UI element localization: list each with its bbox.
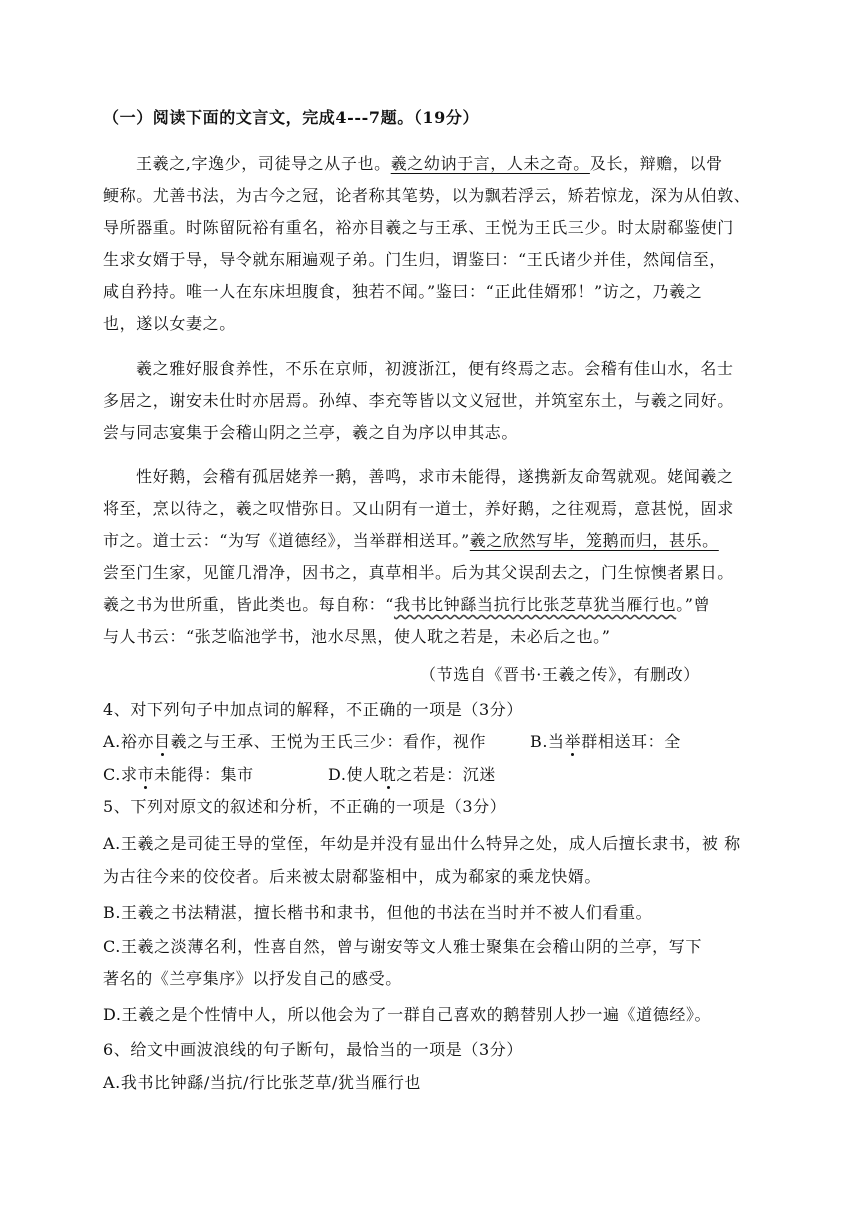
- passage-line: 也，遂以女妻之。: [103, 314, 236, 333]
- dotted-word: 市: [137, 765, 155, 784]
- question-5-stem: 5、下列对原文的叙述和分析，不正确的一项是（3分）: [103, 797, 507, 816]
- q5-option-c: C.王羲之淡薄名利，性喜自然，曾与谢安等文人雅士聚集在会稽山阴的兰亭，写下: [103, 937, 702, 956]
- passage-line: 羲之书为世所重，皆此类也。每自称：“我书比钟繇当抗行比张芝草犹当雁行也。”曾: [103, 595, 711, 614]
- passage-line: 尝与同志宴集于会稽山阴之兰亭，羲之自为序以申其志。: [103, 423, 519, 442]
- passage-line: 导所器重。时陈留阮裕有重名，裕亦目羲之与王承、王悦为王氏三少。时太尉郗鉴使门: [103, 218, 734, 237]
- passage-line: 王羲之,字逸少，司徒导之从子也。羲之幼讷于言，人未之奇。及长，辩赡，以骨: [136, 154, 723, 173]
- q5-option-a-cont: 为古往今来的佼佼者。后来被太尉郗鉴相中，成为郗家的乘龙快婿。: [103, 867, 602, 886]
- section-heading: （一）阅读下面的文言文，完成4---7题。（19分）: [103, 108, 480, 127]
- question-4-stem: 4、对下列句子中加点词的解释，不正确的一项是（3分）: [103, 700, 523, 719]
- q5-option-d: D.王羲之是个性情中人，所以他会为了一群自己喜欢的鹅替别人抄一遍《道德经》。: [103, 1005, 712, 1024]
- q5-option-b: B.王羲之书法精湛，擅长楷书和隶书，但他的书法在当时并不被人们看重。: [103, 903, 653, 922]
- q5-option-c-cont: 著名的《兰亭集序》以抒发自己的感受。: [103, 969, 402, 988]
- passage-line: 将至，烹以待之，羲之叹惜弥日。又山阴有一道士，养好鹅，之往观焉，意甚悦，固求: [103, 499, 734, 518]
- passage-line: 尝至门生家，见篚几滑净，因书之，真草相半。后为其父误刮去之，门生惊懊者累日。: [103, 563, 734, 582]
- dotted-word: 耽: [379, 765, 397, 784]
- passage-line: 生求女婿于导，导令就东厢遍观子弟。门生归，谓鉴曰：“王氏诸少并佳，然闻信至，: [103, 250, 726, 269]
- underlined-sentence: 羲之欣然写毕，笼鹅而归，甚乐。: [469, 531, 719, 550]
- passage-line: 多居之，谢安未仕时亦居焉。孙绰、李充等皆以文义冠世，并筑室东土，与羲之同好。: [103, 391, 734, 410]
- q4-option-c: C.求市未能得：集市: [103, 765, 254, 784]
- passage-line: 市之。道士云：“为写《道德经》，当举群相送耳。”羲之欣然写毕，笼鹅而归，甚乐。: [103, 531, 719, 550]
- passage-line: 性好鹅，会稽有孤居姥养一鹅，善鸣，求市未能得，遂携新友命驾就观。姥闻羲之: [136, 467, 734, 486]
- q4-option-a: A.裕亦目羲之与王承、王悦为王氏三少：看作，视作: [103, 732, 487, 751]
- passage-line: 咸自矜持。唯一人在东床坦腹食，独若不闻。”鉴曰：“正此佳婿邪！”访之，乃羲之: [103, 282, 703, 301]
- dotted-word: 举: [564, 732, 582, 751]
- wavy-underlined-sentence: 我书比钟繇当抗行比张芝草犹当雁行也: [393, 595, 677, 614]
- passage-line: 与人书云：“张芝临池学书，池水尽黑，使人耽之若是，未必后之也。”: [103, 627, 611, 646]
- q4-option-d: D.使人耽之若是：沉迷: [328, 765, 496, 784]
- q6-option-a: A.我书比钟繇/当抗/行比张芝草/犹当雁行也: [103, 1073, 422, 1092]
- underlined-sentence: 羲之幼讷于言，人未之奇。: [390, 154, 590, 173]
- passage-line: 鲠称。尤善书法，为古今之冠，论者称其笔势，以为飘若浮云，矫若惊龙，深为从伯敦、: [103, 186, 751, 205]
- question-6-stem: 6、给文中画波浪线的句子断句，最恰当的一项是（3分）: [103, 1040, 523, 1059]
- source-citation: （节选自《晋书·王羲之传》，有删改）: [420, 665, 700, 684]
- q5-option-a: A.王羲之是司徒王导的堂侄，年幼是并没有显出什么特异之处，成人后擅长隶书，被 称: [103, 834, 741, 853]
- passage-line: 羲之雅好服食养性，不乐在京师，初渡浙江，便有终焉之志。会稽有佳山水，名士: [136, 359, 734, 378]
- dotted-word: 目: [154, 732, 171, 751]
- q4-option-b: B.当举群相送耳：全: [530, 732, 681, 751]
